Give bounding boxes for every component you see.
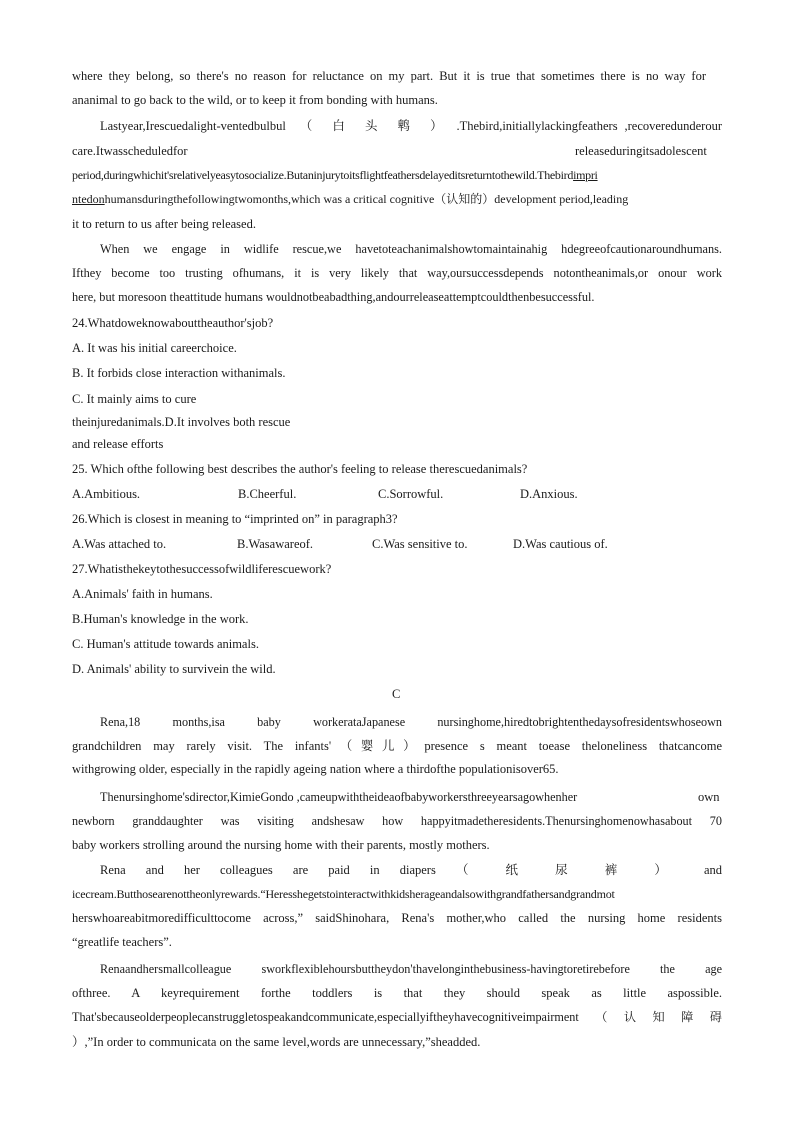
paragraph-line: where they belong, so there's no reason for reluctance on my part. But it is true that sometimes there is no way for bbox=[72, 69, 706, 83]
paragraph-line: icecream.Butthosearenottheonlyrewards.“Heresshegetstointeractwithkidsheragеandalsowithgrandfathersandgrandmot bbox=[72, 887, 615, 901]
underlined-word: ntedon bbox=[72, 192, 105, 206]
section-heading: C bbox=[392, 687, 401, 701]
paragraph-line: here, but moresoon theattitude humans wouldnotbeabadthing,andourreleaseattemptcouldthenbesuccessful. bbox=[72, 290, 595, 304]
question-stem: 27.Whatisthekeytothesuccessofwildliferescuework? bbox=[72, 562, 332, 576]
paragraph-line: Rena,18 months,isa baby workerataJapanese nursinghome,hiredtobrightenthedaysofresidentswhoseown bbox=[100, 715, 722, 729]
option-b: B. It forbids close interaction withanimals. bbox=[72, 366, 286, 380]
paragraph-line: ）,”In order to communicata on the same level,words are unnecessary,”sheadded. bbox=[72, 1035, 481, 1049]
option-c: C.Was sensitive to. bbox=[372, 537, 468, 551]
question-stem: 24.Whatdoweknowabouttheauthor'sjob? bbox=[72, 316, 274, 330]
text-span: humansduringthefollowingtwomonths,which was a critical cognitive（认知的）development period,leading bbox=[104, 192, 629, 206]
option-d: D. Animals' ability to survivein the wild. bbox=[72, 662, 276, 676]
paragraph-line: That'sbecauseolderpeoplecanstruggletospeakandcommunicate,especiallyiftheyhavecognitiveimpairment（认知障碍 bbox=[72, 1010, 722, 1024]
option-a: A.Animals' faith in humans. bbox=[72, 587, 213, 601]
question-stem: 26.Which is closest in meaning to “imprinted on” in paragraph3? bbox=[72, 512, 398, 526]
text-span: period,duringwhichit'srelativelyeasytosocialize.Butaninjurytoitsflightfeathersdelayeditsreturntothewild.Thebird bbox=[72, 168, 574, 182]
paragraph-line: own bbox=[698, 790, 720, 804]
paragraph-line: herswhoareabitmoredifficulttocome across,” saidShinohara, Rena's mother,who called the nursing home residents bbox=[72, 911, 722, 925]
paragraph-line: grandchildren may rarely visit. The infants'（婴儿）presence s meant toease theloneliness thatcancome bbox=[72, 739, 722, 753]
option-b: B.Wasawareof. bbox=[237, 537, 314, 551]
option-d: D.Was cautious of. bbox=[513, 537, 608, 551]
paragraph-line: When we engage in widlife rescue,we havetoteachanimalshowtomaintainahig hdegreeofcautionaroundhumans. bbox=[100, 242, 722, 256]
option-a: A. It was his initial careerchoice. bbox=[72, 341, 237, 355]
paragraph-line: Thenursinghome'sdirector,KimieGondo ,cameupwiththeideaofbabyworkersthreeyearsagowhenher bbox=[100, 790, 578, 804]
paragraph-line: withgrowing older, especially in the rapidly ageing nation where a thirdofthe populationisover65. bbox=[72, 762, 559, 776]
option-c: C.Sorrowful. bbox=[378, 487, 444, 501]
option-a: A.Ambitious. bbox=[72, 487, 141, 501]
paragraph-line: baby workers strolling around the nursing home with their parents, mostly mothers. bbox=[72, 838, 490, 852]
paragraph-line: care.Itwasscheduledfor bbox=[72, 144, 188, 158]
paragraph-line bbox=[72, 191, 722, 207]
option-c: C. Human's attitude towards animals. bbox=[72, 637, 259, 651]
paragraph-line: “greatlife teachers”. bbox=[72, 935, 172, 949]
option-c-d: theinjuredanimals.D.It involves both rescue bbox=[72, 415, 291, 429]
paragraph-line: Lastyear,Irescuedalight-ventedbulbul （ 白 头 鹎 ） .Thebird,initiallylackingfeathers ,recoveredunderour bbox=[100, 119, 722, 133]
option-d: and release efforts bbox=[72, 437, 164, 451]
option-b: B.Human's knowledge in the work. bbox=[72, 612, 249, 626]
paragraph-line: it to return to us after being released. bbox=[72, 217, 256, 231]
option-c: C. It mainly aims to cure bbox=[72, 392, 197, 406]
option-b: B.Cheerful. bbox=[238, 487, 297, 501]
underlined-word: impri bbox=[573, 168, 598, 182]
paragraph-line bbox=[72, 167, 722, 183]
question-stem: 25. Which ofthe following best describes the author's feeling to release therescuedanimals? bbox=[72, 462, 528, 476]
paragraph-line: Rena and her colleagues are paid in diapers （ 纸 尿 裤 ） and bbox=[100, 863, 722, 877]
paragraph-line: ofthree. A keyrequirement forthe toddlers is that they should speak as little aspossible. bbox=[72, 986, 722, 1000]
option-a: A.Was attached to. bbox=[72, 537, 167, 551]
paragraph-line: ananimal to go back to the wild, or to keep it from bonding with humans. bbox=[72, 93, 438, 107]
option-d: D.Anxious. bbox=[520, 487, 578, 501]
paragraph-line: newborn granddaughter was visiting andshesaw how happyitmadetheresidents.Thenursinghomenowhasabout 70 bbox=[72, 814, 722, 828]
paragraph-line: Renaandhersmallcolleague sworkflexiblehoursbuttheydon'thavelonginthebusiness-havingtoretirebefore the age bbox=[100, 962, 722, 976]
paragraph-line: releaseduringitsadolescent bbox=[575, 144, 707, 158]
paragraph-line: Ifthey become too trusting ofhumans, it is very likely that way,oursuccessdepends notontheanimals,or onour work bbox=[72, 266, 722, 280]
